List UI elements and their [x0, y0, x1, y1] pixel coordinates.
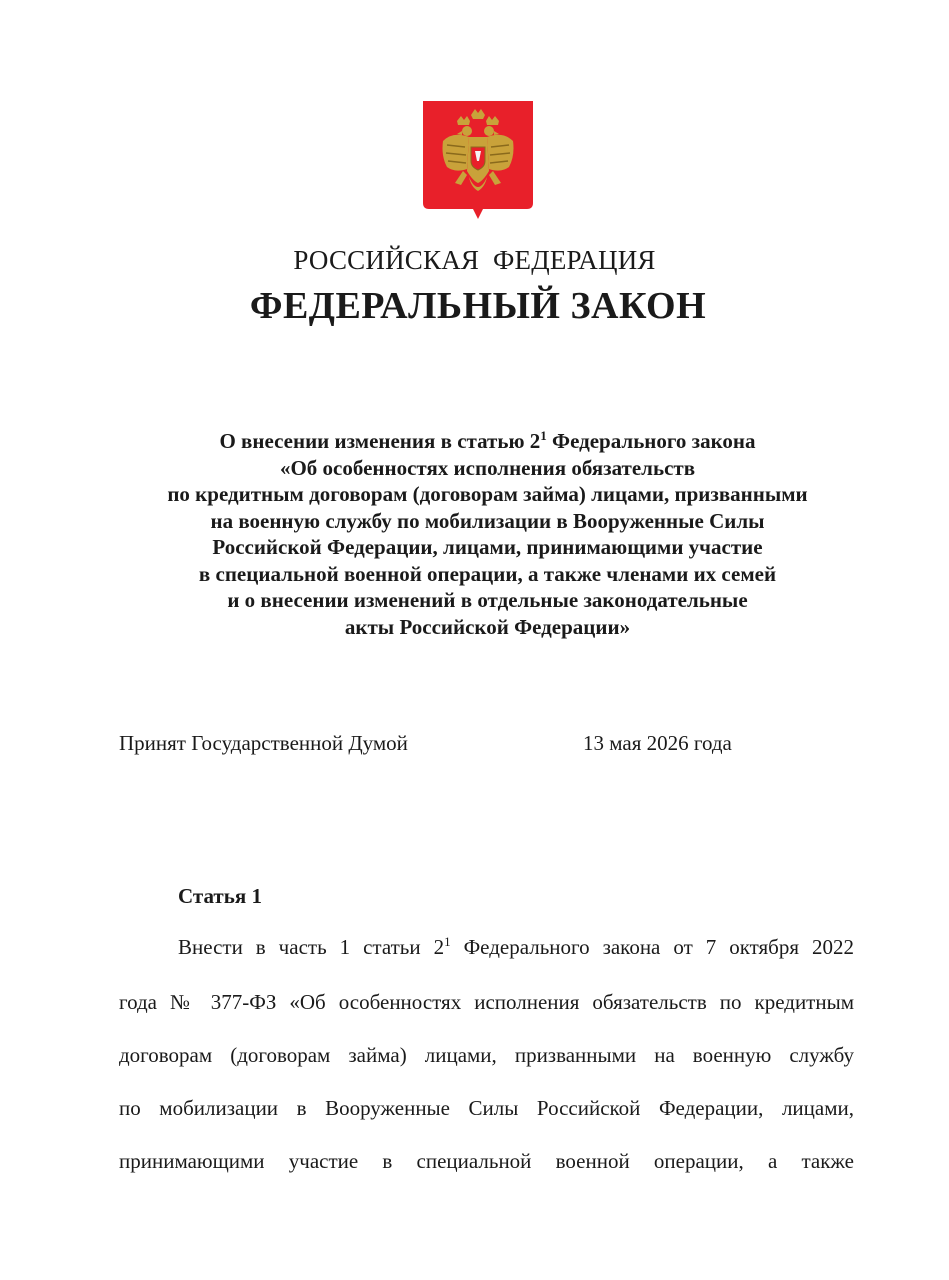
article-text: Внести в часть 1 статьи 2 — [178, 935, 445, 959]
russian-coat-of-arms-icon — [423, 101, 533, 219]
law-title — [0, 428, 949, 640]
document-type: ФЕДЕРАЛЬНЫЙ ЗАКОН — [249, 285, 707, 327]
article-text: Федерального закона от 7 октября 2022 — [450, 935, 854, 959]
law-title-line: на военную службу по мобилизации в Вооруженные Силы — [210, 508, 765, 533]
country-name: РОССИЙСКАЯ ФЕДЕРАЦИЯ — [293, 245, 656, 275]
article-text-line — [178, 932, 854, 962]
adoption-date: 13 мая 2026 года — [583, 731, 732, 755]
law-title-line: Российской Федерации, лицами, принимающими участие — [212, 535, 763, 559]
superscript: 1 — [444, 934, 451, 949]
law-title-line: «Об особенностях исполнения обязательств — [279, 455, 696, 480]
article-text-line: принимающими участие в специальной военной операции, а также — [119, 1149, 854, 1173]
law-title-line: по кредитным договорам (договорам займа) лицами, призванными — [167, 482, 808, 506]
article-text-line: по мобилизации в Вооруженные Силы Российской Федерации, лицами, — [119, 1096, 854, 1120]
law-title-line: и о внесении изменений в отдельные законодательные — [227, 588, 748, 612]
law-title-line: акты Российской Федерации» — [344, 614, 631, 639]
article-text-line: договорам (договорам займа) лицами, призванными на военную службу — [119, 1043, 854, 1067]
article-heading: Статья 1 — [178, 884, 262, 908]
adopted-by: Принят Государственной Думой — [119, 731, 408, 755]
superscript: 1 — [540, 428, 547, 443]
law-title-line: в специальной военной операции, а также членами их семей — [198, 561, 777, 586]
article-text-line: года № 377-ФЗ «Об особенностях исполнения обязательств по кредитным — [119, 990, 854, 1014]
law-title-line-text: Федерального закона — [546, 429, 756, 453]
law-title-line — [0, 428, 949, 455]
law-title-line-text: О внесении изменения в статью 2 — [219, 429, 541, 453]
